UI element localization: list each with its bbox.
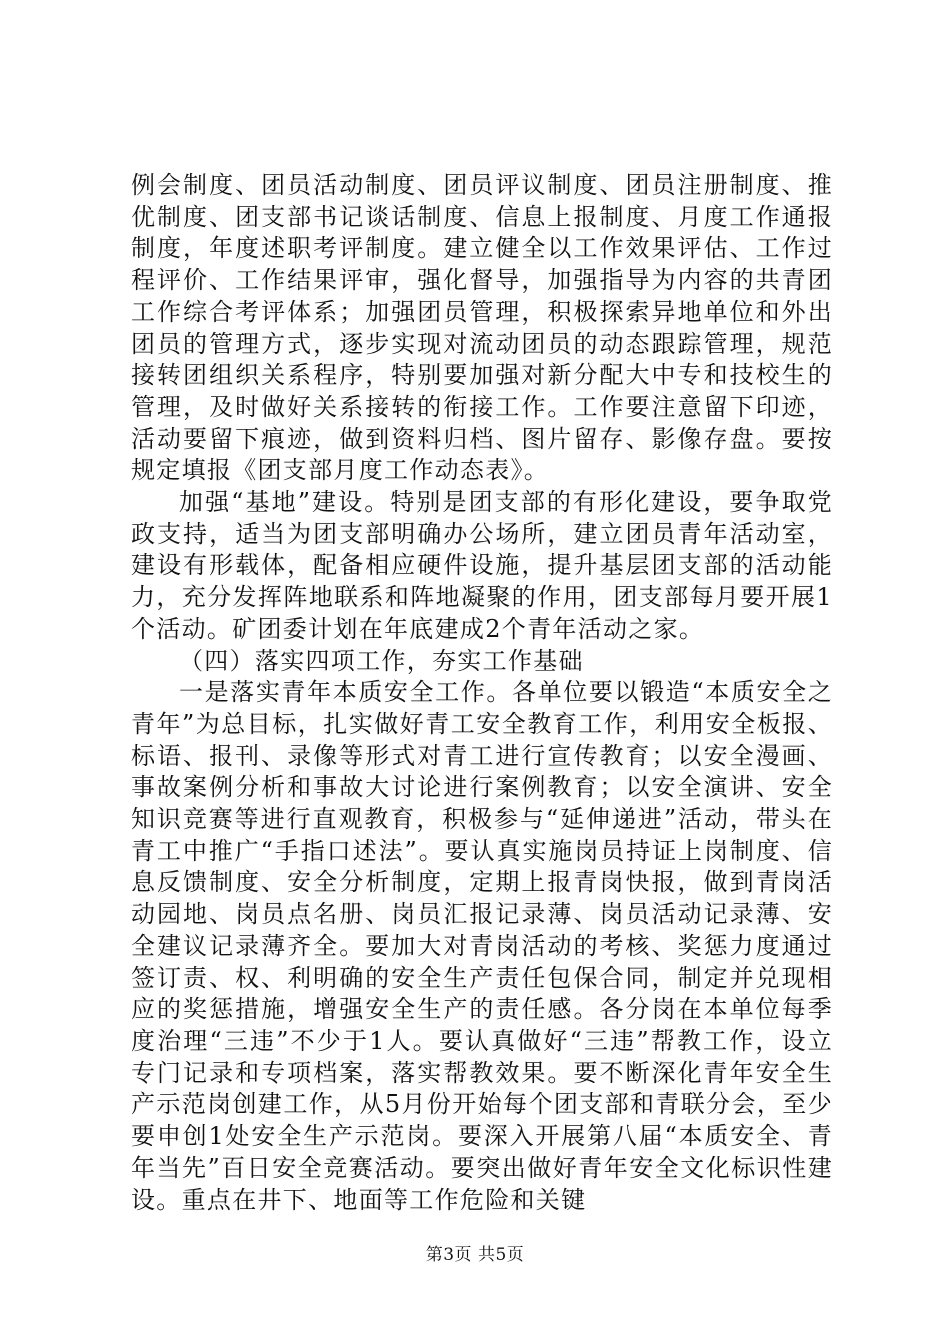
paragraph-safety-work: 一是落实青年本质安全工作。各单位要以锻造“本质安全之青年”为总目标，扎实做好青工安全教育工作，利用安全板报、标语、报刊、录像等形式对青工进行宣传教育；以安全漫画、事故案例分析和事故大讨论进行案例教育；以安全演讲、安全知识竞赛等进行直观教育，积极参与“延伸递进”活动，带头在青工中推广“手指口述法”。要认真实施岗员持证上岗制度、信息反馈制度、安全分析制度，定期上报青岗快报，做到青岗活动园地、岗员点名册、岗员汇报记录薄、岗员活动记录薄、安全建议记录薄齐全。要加大对青岗活动的考核、奖惩力度通过签订责、权、利明确的安全生产责任包保合同，制定并兑现相应的奖惩措施，增强安全生产的责任感。各分岗在本单位每季度治理“三违”不少于1人。要认真做好“三违”帮教工作，设立专门记录和专项档案，落实帮教效果。要不断深化青年安全生产示范岗创建工作，从5月份开始每个团支部和青联分会，至少要申创1处安全生产示范岗。要深入开展第八届“本质安全、青年当先”百日安全竞赛活动。要突出做好青年安全文化标识性建设。重点在井下、地面等工作危险和关键 <box>131 678 833 1214</box>
section-heading: （四）落实四项工作，夯实工作基础 <box>179 646 584 675</box>
paragraph-rules: 例会制度、团员活动制度、团员评议制度、团员注册制度、推优制度、团支部书记谈话制度、信息上报制度、月度工作通报制度，年度述职考评制度。建立健全以工作效果评估、工作过程评价、工作结果评审，强化督导，加强指导为内容的共青团工作综合考评体系；加强团员管理，积极探索异地单位和外出团员的管理方式，逐步实现对流动团员的动态跟踪管理，规范接转团组织关系程序，特别要加强对新分配大中专和技校生的管理，及时做好关系接转的衔接工作。工作要注意留下印迹，活动要留下痕迹，做到资料归档、图片留存、影像存盘。要按规定填报《团支部月度工作动态表》。 <box>131 171 833 485</box>
document-body <box>131 170 833 1216</box>
page-footer: 第3页 共5页 <box>425 1245 525 1265</box>
paragraph-base-construction: 加强“基地”建设。特别是团支部的有形化建设，要争取党政支持，适当为团支部明确办公场所，建立团员青年活动室，建设有形载体，配备相应硬件设施，提升基层团支部的活动能力，充分发挥阵地联系和阵地凝聚的作用，团支部每月要开展1个活动。矿团委计划在年底建成2个青年活动之家。 <box>131 488 833 643</box>
